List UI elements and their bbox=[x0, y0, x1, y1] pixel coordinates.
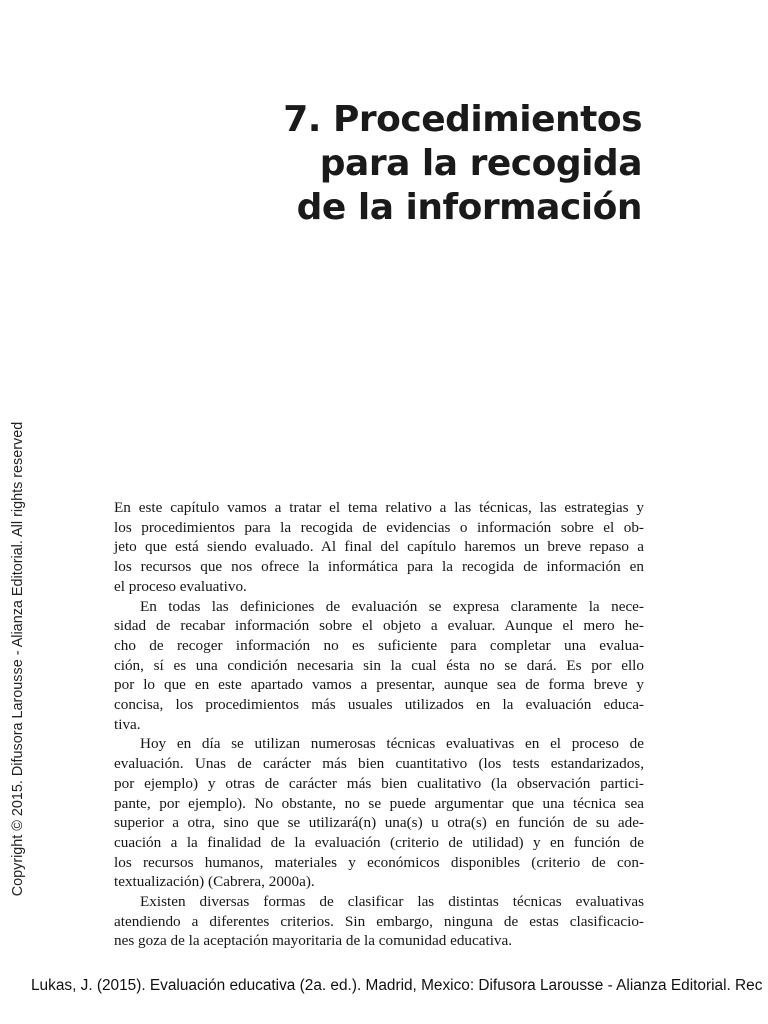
side-copyright-notice: Copyright © 2015. Difusora Larousse - Alianza Editorial. All rights reserved bbox=[10, 421, 26, 897]
body-line: los recursos humanos, materiales y económicos disponibles (criterio de con- bbox=[114, 853, 644, 871]
body-line: cho de recoger información no es suficiente para completar una evalua- bbox=[114, 636, 644, 654]
body-line: tiva. bbox=[114, 715, 141, 733]
body-line: los procedimientos para la recogida de evidencias o información sobre el ob- bbox=[114, 518, 644, 536]
body-line: jeto que está siendo evaluado. Al final del capítulo haremos un breve repaso a bbox=[114, 538, 644, 556]
body-line: pante, por ejemplo). No obstante, no se puede argumentar que una técnica sea bbox=[114, 794, 644, 812]
footer-citation: Lukas, J. (2015). Evaluación educativa (2a. ed.). Madrid, Mexico: Difusora Larousse - Alianza Editorial. Rec bbox=[31, 977, 763, 994]
body-line: evaluación. Unas de carácter más bien cuantitativo (los tests estandarizados, bbox=[114, 755, 644, 773]
body-line: superior a otra, sino que se utilizará(n) una(s) u otra(s) en función de su ade- bbox=[114, 814, 644, 832]
body-line: los recursos que nos ofrece la informática para la recogida de información en bbox=[114, 558, 644, 576]
chapter-title-line: 7. Procedimientos bbox=[283, 99, 642, 140]
body-line: por lo que en este apartado vamos a presentar, aunque sea de forma breve y bbox=[114, 676, 644, 694]
body-line: nes goza de la aceptación mayoritaria de la comunidad educativa. bbox=[114, 932, 513, 950]
body-line: el proceso evaluativo. bbox=[114, 577, 247, 595]
body-line: En todas las definiciones de evaluación se expresa claramente la nece- bbox=[140, 597, 644, 615]
body-line: sidad de recabar información sobre el objeto a evaluar. Aunque el mero he- bbox=[114, 617, 644, 635]
chapter-title-line: para la recogida bbox=[319, 143, 642, 184]
body-line: atendiendo a diferentes criterios. Sin embargo, ninguna de estas clasificacio- bbox=[114, 912, 644, 930]
chapter-title bbox=[283, 98, 642, 230]
chapter-title-line: de la información bbox=[296, 187, 642, 228]
body-line: por ejemplo) y otras de carácter más bien cualitativo (la observación partici- bbox=[114, 774, 644, 792]
body-line: Existen diversas formas de clasificar las distintas técnicas evaluativas bbox=[140, 893, 644, 911]
body-line: Hoy en día se utilizan numerosas técnicas evaluativas en el proceso de bbox=[140, 735, 644, 753]
body-line: textualización) (Cabrera, 2000a). bbox=[114, 873, 315, 891]
body-text bbox=[114, 498, 644, 951]
body-line: ción, sí es una condición necesaria sin la cual ésta no se dará. Es por ello bbox=[114, 656, 644, 674]
body-line: En este capítulo vamos a tratar el tema relativo a las técnicas, las estrategias y bbox=[114, 499, 644, 516]
body-line: concisa, los procedimientos más usuales utilizados en la evaluación educa- bbox=[114, 696, 644, 714]
body-line: cuación a la finalidad de la evaluación (criterio de utilidad) y en función de bbox=[114, 833, 644, 851]
